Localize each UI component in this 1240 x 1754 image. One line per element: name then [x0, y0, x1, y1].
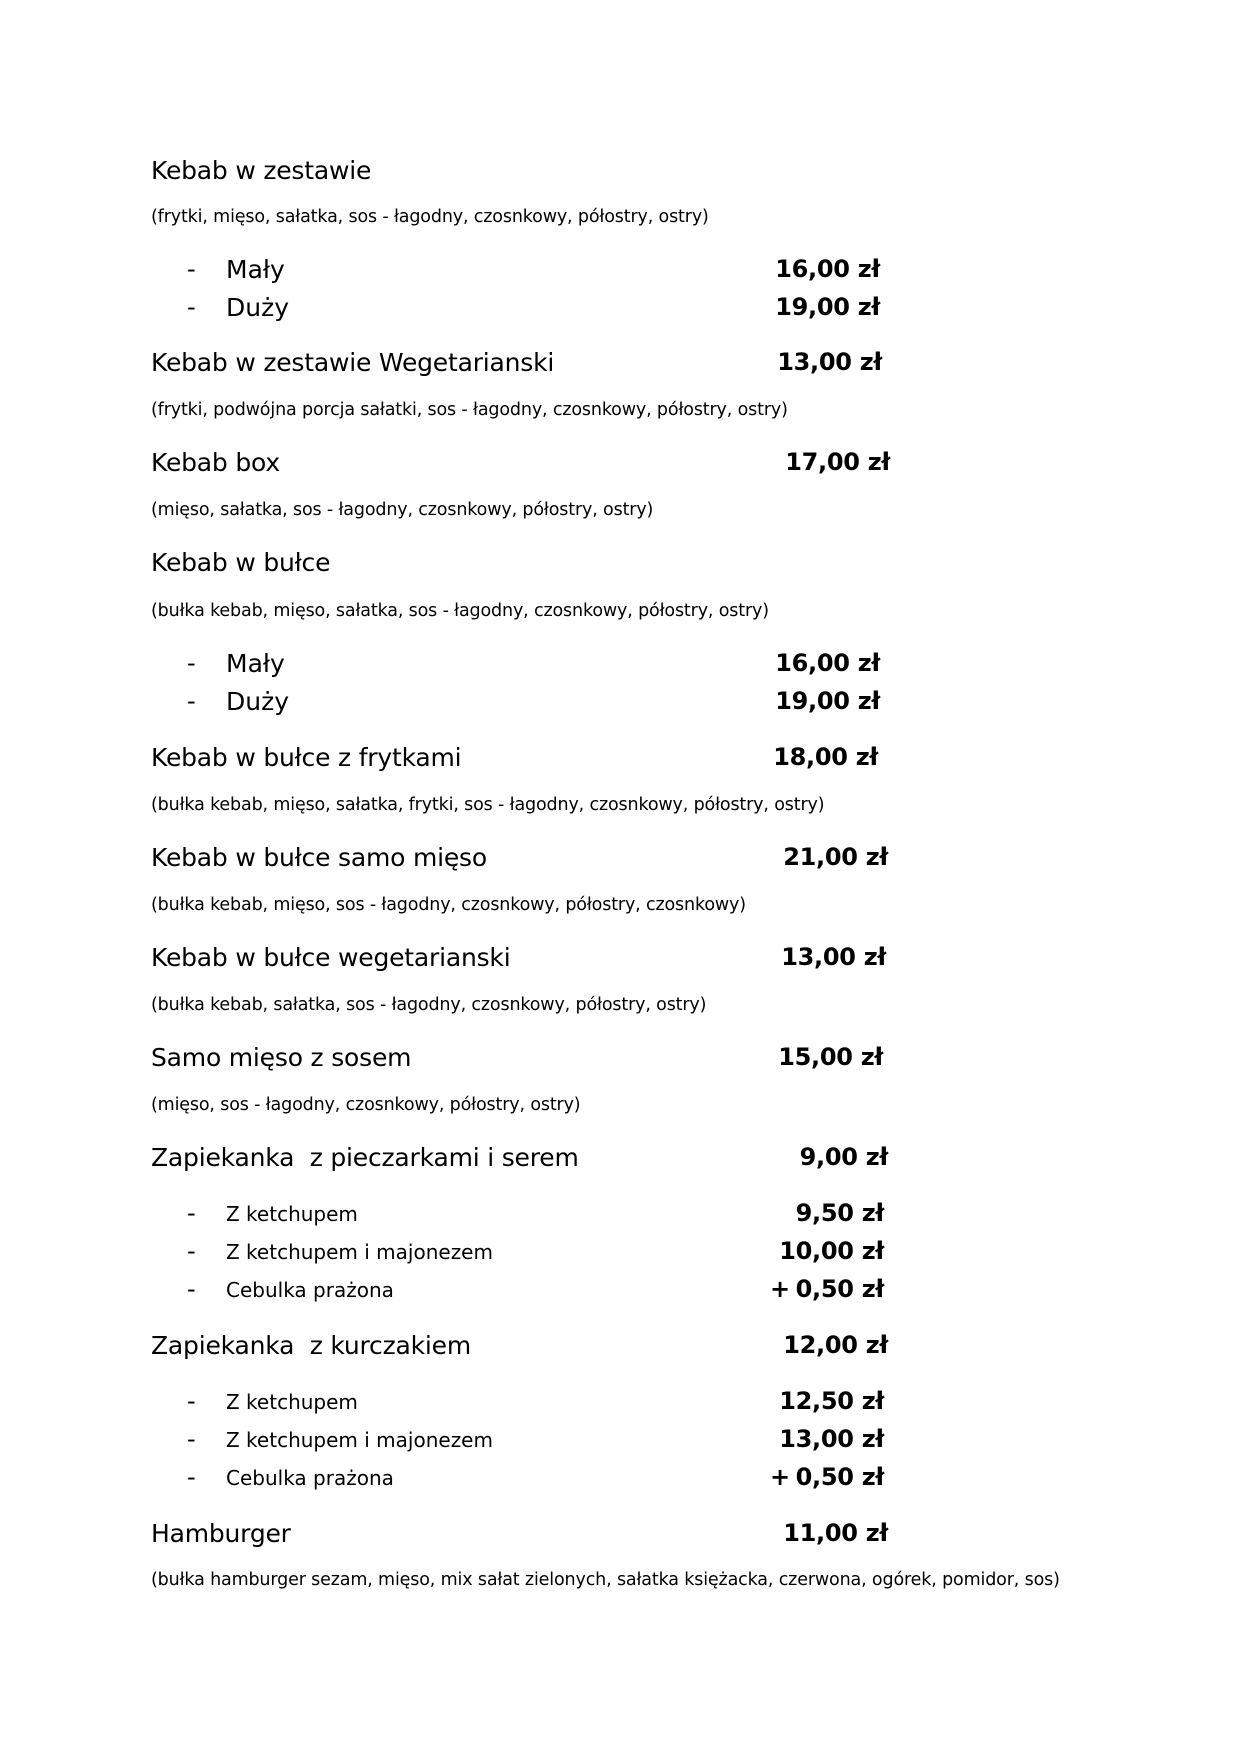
list-dash: - [187, 293, 196, 321]
kebab-bulka-frytki-price: 18,00 zł [773, 743, 878, 771]
zapiekanka-pieczarki-price: 9,00 zł [799, 1143, 888, 1171]
zapiekanka-kurczak-ketchup-price: 12,50 zł [779, 1387, 884, 1415]
kebab-bulka-frytki-title: Kebab w bułce z frytkami [151, 743, 462, 772]
kebab-zestaw-weg-desc: (frytki, podwójna porcja sałatki, sos - łagodny, czosnkowy, półostry, ostry) [151, 400, 788, 420]
list-dash: - [187, 1387, 196, 1415]
list-dash: - [187, 687, 196, 715]
list-dash: - [187, 1275, 196, 1303]
plus-sign: + [770, 1463, 791, 1491]
kebab-box-price: 17,00 zł [785, 448, 890, 476]
plus-sign: + [770, 1275, 791, 1303]
list-dash: - [187, 1237, 196, 1265]
zapiekanka-pieczarki-ketchup-price: 9,50 zł [795, 1199, 884, 1227]
kebab-bulka-frytki-desc: (bułka kebab, mięso, sałatka, frytki, sos - łagodny, czosnkowy, półostry, ostry) [151, 795, 825, 815]
kebab-bulka-desc: (bułka kebab, mięso, sałatka, sos - łagodny, czosnkowy, półostry, ostry) [151, 601, 769, 621]
kebab-bulka-weg-title: Kebab w bułce wegetarianski [151, 943, 511, 972]
kebab-bulka-duzy-label: Duży [226, 687, 290, 716]
hamburger-title: Hamburger [151, 1519, 291, 1548]
list-dash: - [187, 1199, 196, 1227]
hamburger-desc: (bułka hamburger sezam, mięso, mix sałat zielonych, sałatka księżacka, czerwona, ogórek, pomidor, sos) [151, 1570, 1060, 1590]
kebab-zestaw-duzy-label: Duży [226, 293, 290, 322]
kebab-bulka-maly-price: 16,00 zł [775, 649, 880, 677]
list-dash: - [187, 1425, 196, 1453]
zapiekanka-kurczak-cebulka-price: 0,50 zł [795, 1463, 884, 1491]
samo-mieso-desc: (mięso, sos - łagodny, czosnkowy, półostry, ostry) [151, 1095, 581, 1115]
kebab-bulka-weg-desc: (bułka kebab, sałatka, sos - łagodny, czosnkowy, półostry, ostry) [151, 995, 707, 1015]
kebab-bulka-title: Kebab w bułce [151, 548, 331, 577]
zapiekanka-kurczak-cebulka-label: Cebulka prażona [226, 1466, 394, 1490]
zapiekanka-kurczak-majonez-label: Z ketchupem i majonezem [226, 1428, 493, 1452]
kebab-box-desc: (mięso, sałatka, sos - łagodny, czosnkowy, półostry, ostry) [151, 500, 654, 520]
zapiekanka-pieczarki-cebulka-label: Cebulka prażona [226, 1278, 394, 1302]
list-dash: - [187, 1463, 196, 1491]
zapiekanka-kurczak-title: Zapiekanka z kurczakiem [151, 1331, 471, 1360]
zapiekanka-kurczak-majonez-price: 13,00 zł [779, 1425, 884, 1453]
samo-mieso-title: Samo mięso z sosem [151, 1043, 412, 1072]
zapiekanka-pieczarki-cebulka-price: 0,50 zł [795, 1275, 884, 1303]
kebab-zestaw-weg-price: 13,00 zł [777, 348, 882, 376]
kebab-bulka-mieso-price: 21,00 zł [783, 843, 888, 871]
kebab-box-title: Kebab box [151, 448, 280, 477]
zapiekanka-pieczarki-title: Zapiekanka z pieczarkami i serem [151, 1143, 579, 1172]
hamburger-price: 11,00 zł [783, 1519, 888, 1547]
kebab-zestaw-weg-title: Kebab w zestawie Wegetarianski [151, 348, 555, 377]
zapiekanka-kurczak-price: 12,00 zł [783, 1331, 888, 1359]
zapiekanka-kurczak-ketchup-label: Z ketchupem [226, 1390, 358, 1414]
list-dash: - [187, 255, 196, 283]
kebab-zestaw-maly-label: Mały [226, 255, 285, 284]
kebab-bulka-mieso-desc: (bułka kebab, mięso, sos - łagodny, czosnkowy, półostry, czosnkowy) [151, 895, 746, 915]
samo-mieso-price: 15,00 zł [778, 1043, 883, 1071]
kebab-bulka-duzy-price: 19,00 zł [775, 687, 880, 715]
kebab-zestaw-maly-price: 16,00 zł [775, 255, 880, 283]
zapiekanka-pieczarki-majonez-price: 10,00 zł [779, 1237, 884, 1265]
kebab-bulka-maly-label: Mały [226, 649, 285, 678]
kebab-bulka-weg-price: 13,00 zł [781, 943, 886, 971]
kebab-bulka-mieso-title: Kebab w bułce samo mięso [151, 843, 487, 872]
zapiekanka-pieczarki-ketchup-label: Z ketchupem [226, 1202, 358, 1226]
kebab-zestaw-desc: (frytki, mięso, sałatka, sos - łagodny, czosnkowy, półostry, ostry) [151, 207, 709, 227]
list-dash: - [187, 649, 196, 677]
kebab-zestaw-title: Kebab w zestawie [151, 156, 372, 185]
zapiekanka-pieczarki-majonez-label: Z ketchupem i majonezem [226, 1240, 493, 1264]
kebab-zestaw-duzy-price: 19,00 zł [775, 293, 880, 321]
